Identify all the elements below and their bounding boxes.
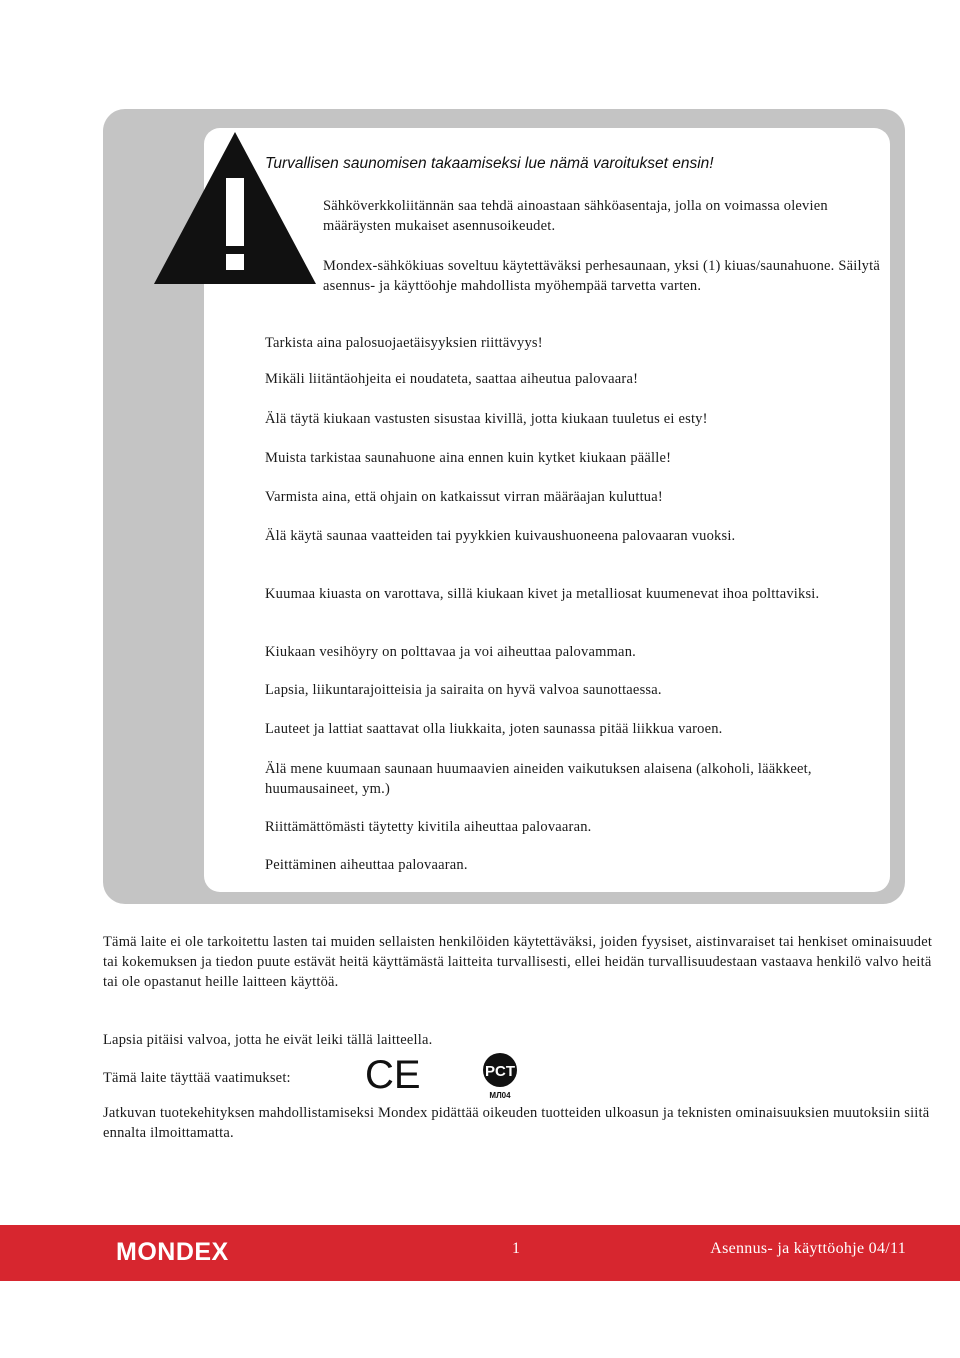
certification-logos: [365, 1052, 535, 1102]
svg-text:CE: CE: [365, 1053, 421, 1097]
warning-item-fire-clearance: Tarkista aina palosuojaetäisyyksien riittävyys!: [265, 335, 543, 351]
warning-item-electrician: Sähköverkkoliitännän saa tehdä ainoastaan sähköasentaja, jolla on voimassa olevien määräysten mukaiset asennusoikeudet.: [323, 198, 828, 234]
exclamation-bar: [226, 178, 244, 246]
body-paragraph-development: Jatkuvan tuotekehityksen mahdollistamiseksi Mondex pidättää oikeuden tuotteiden ulkoasun ja teknisten ominaisuuksien muutoksiin siitä ennalta ilmoittamatta.: [103, 1105, 930, 1141]
warning-item-stone-space: Riittämättömästi täytetty kivitila aiheuttaa palovaaran.: [265, 819, 592, 835]
svg-text:MONDEX: MONDEX: [116, 1238, 229, 1266]
warning-item-steam: Kiukaan vesihöyry on polttavaa ja voi aiheuttaa palovamman.: [265, 644, 636, 660]
warning-item-timer: Varmista aina, että ohjain on katkaissut virran määräajan kuluttua!: [265, 489, 663, 505]
warning-item-hot-heater: Kuumaa kiuasta on varottava, sillä kiukaan kivet ja metalliosat kuumenevat ihoa polttaviksi.: [265, 586, 820, 602]
svg-text:PCT: PCT: [485, 1063, 515, 1080]
requirements-label: Tämä laite täyttää vaatimukset:: [103, 1070, 291, 1086]
page-number: 1: [512, 1240, 520, 1257]
warning-item-family-sauna: Mondex-sähkökiuas soveltuu käytettäväksi perhesaunaan, yksi (1) kiuas/saunahuone. Säilytä asennus- ja käyttöohje mahdollista myöhempää tarvetta varten.: [323, 258, 880, 294]
pct-mark-icon: [483, 1053, 517, 1100]
warning-heading: Turvallisen saunomisen takaamiseksi lue nämä varoitukset ensin!: [265, 155, 714, 172]
warning-item-check-room: Muista tarkistaa saunahuone aina ennen kuin kytket kiukaan päälle!: [265, 450, 672, 466]
warning-item-connection: Mikäli liitäntäohjeita ei noudateta, saattaa aiheutua palovaara!: [265, 371, 639, 387]
warning-item-supervise: Lapsia, liikuntarajoitteisia ja sairaita on hyvä valvoa saunottaessa.: [265, 682, 662, 698]
svg-text:МЛ04: МЛ04: [489, 1091, 511, 1100]
warning-item-stones: Älä täytä kiukaan vastusten sisustaa kivillä, jotta kiukaan tuuletus ei esty!: [265, 411, 708, 427]
body-paragraph-usage: Tämä laite ei ole tarkoitettu lasten tai muiden sellaisten henkilöiden käytettäväksi, joiden fyysiset, aistinvaraiset tai henkiset ominaisuudet tai kokemuksen ja tiedon puute estävät heitä käyttämästä laitteita turvallisesti, ellei heidän turvallisuudestaan vastaava henkilö valvo heitä tai ole opastanut heille laitteen käyttöä.: [103, 934, 933, 990]
warning-item-drying: Älä käytä saunaa vaatteiden tai pyykkien kuivaushuoneena palovaaran vuoksi.: [265, 528, 736, 544]
warning-item-slippery: Lauteet ja lattiat saattavat olla liukkaita, joten saunassa pitää liikkua varoen.: [265, 721, 723, 737]
document-title: Asennus- ja käyttöohje 04/11: [710, 1240, 906, 1257]
ce-mark-icon: [365, 1053, 421, 1097]
exclamation-dot: [226, 254, 244, 270]
mondex-logo: [116, 1236, 261, 1268]
warning-triangle-icon: [150, 128, 320, 288]
warning-item-intoxicants: Älä mene kuumaan saunaan huumaavien aineiden vaikutuksen alaisena (alkoholi, lääkkeet, huumausaineet, ym.): [265, 761, 812, 797]
warning-item-covering: Peittäminen aiheuttaa palovaaran.: [265, 857, 468, 873]
body-paragraph-children: Lapsia pitäisi valvoa, jotta he eivät leiki tällä laitteella.: [103, 1032, 433, 1048]
